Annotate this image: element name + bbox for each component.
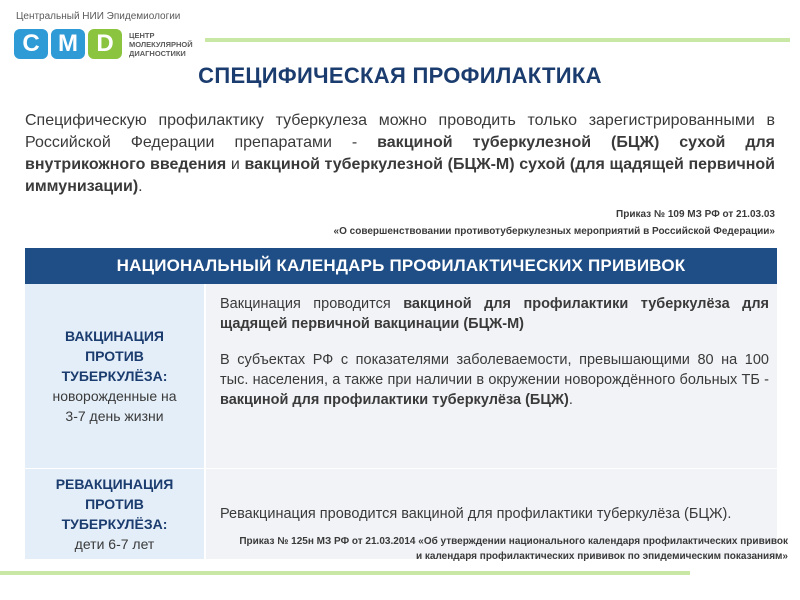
org-name: Центральный НИИ Эпидемиологии [16,11,181,22]
row-label-revaccination: РЕВАКЦИНАЦИЯ ПРОТИВ ТУБЕРКУЛЁЗА: дети 6-7 лет [25,469,206,559]
logo-letter-d: D [88,29,122,59]
row-label-vaccination: ВАКЦИНАЦИЯ ПРОТИВ ТУБЕРКУЛЁЗА: новорожденные на 3-7 день жизни [25,284,206,468]
row-text-vaccination: Вакцинация проводится вакциной для профилактики туберкулёза для щадящей первичной вакцинации (БЦЖ-М) В субъектах РФ с показателями заболеваемости, превышающими 80 на 100 тыс. населения, а также при наличии в окружении новорождённого больных ТБ - вакциной для профилактики туберкулёза (БЦЖ). [206,284,777,468]
row-text-revaccination: Ревакцинация проводится вакциной для профилактики туберкулёза (БЦЖ). [206,469,777,559]
logo-letter-m: M [51,29,85,59]
cmd-logo [14,29,193,59]
page-title: СПЕЦИФИЧЕСКАЯ ПРОФИЛАКТИКА [198,63,602,88]
order-reference-125n: Приказ № 125н МЗ РФ от 21.03.2014 «Об утверждении национального календаря профилактических прививок и календаря профилактических прививок по эпидемическим показаниям» [239,536,788,562]
vaccination-calendar-table [25,248,777,560]
table-header: НАЦИОНАЛЬНЫЙ КАЛЕНДАРЬ ПРОФИЛАКТИЧЕСКИХ ПРИВИВОК [25,248,777,284]
top-accent-line [205,38,790,42]
table-row-vaccination [25,284,777,469]
logo-subtitle: ЦЕНТР МОЛЕКУЛЯРНОЙ ДИАГНОСТИКИ [129,30,193,58]
logo-letter-c: C [14,29,48,59]
bottom-accent-line [0,571,690,575]
order-reference-109: Приказ № 109 МЗ РФ от 21.03.03 «О совершенствовании противотуберкулезных мероприятий в Российской Федерации» [333,209,775,237]
intro-paragraph: Специфическую профилактику туберкулеза можно проводить только зарегистрированными в Российской Федерации препаратами - вакциной туберкулезной (БЦЖ) сухой для внутрикожного введения и вакциной туберкулезной (БЦЖ-М) сухой (для щадящей первичной иммунизации). [25,112,776,195]
